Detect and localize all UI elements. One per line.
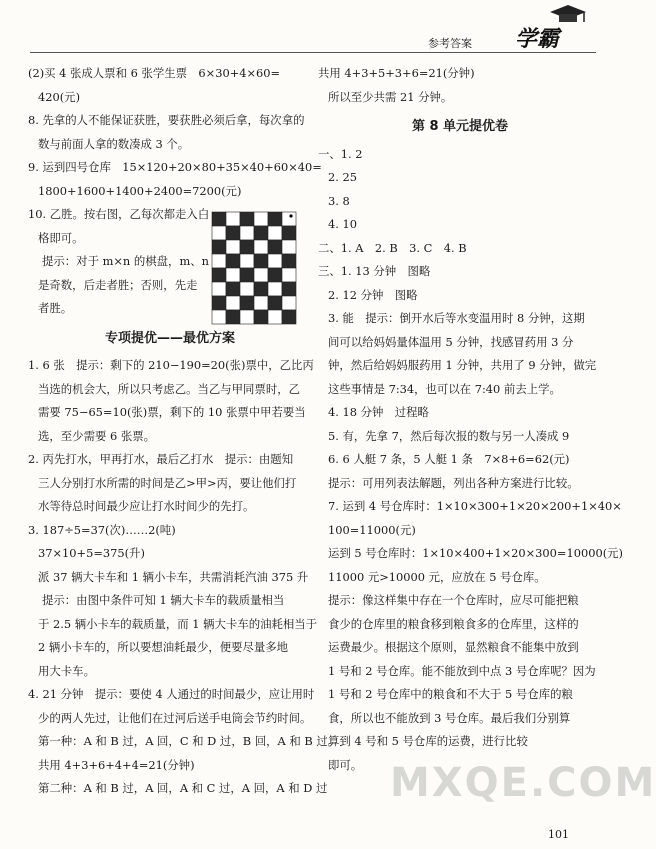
board-cell	[254, 296, 268, 310]
text-line: 4. 18 分钟 过程略	[328, 405, 429, 419]
text-line: 4. 10	[328, 217, 357, 231]
text-line: 于 2.5 辆小卡车的载质量，而 1 辆大卡车的油耗相当于	[38, 616, 318, 631]
text-line: 二、1. A 2. B 3. C 4. B	[318, 240, 467, 255]
text-line: 间可以给妈妈量体温用 5 分钟，找感冒药用 3 分	[328, 334, 574, 349]
text-line: 提示：由图中条件可知 1 辆大卡车的载质量相当	[42, 593, 285, 607]
board-cell	[254, 212, 268, 226]
board-cell	[212, 268, 226, 282]
text-line: 者胜。	[38, 301, 73, 315]
board-cell	[268, 212, 282, 226]
board-cell	[254, 254, 268, 268]
board-cell	[240, 226, 254, 240]
board-cell	[254, 226, 268, 240]
start-dot	[289, 214, 292, 217]
text-line: 420(元)	[38, 89, 81, 104]
header-label: 参考答案	[428, 37, 472, 50]
text-line: 共用 4+3+5+3+6=21(分钟)	[318, 66, 475, 80]
board-cell	[254, 282, 268, 296]
board-cell	[282, 226, 296, 240]
board-cell	[254, 268, 268, 282]
board-cell	[282, 254, 296, 268]
text-line: 1 号和 2 号仓库。能不能放到中点 3 号仓库呢？因为	[328, 663, 596, 678]
graduation-cap-icon	[548, 4, 588, 26]
text-line: 水等待总时间最少应让打水时间少的先打。	[38, 499, 255, 513]
board-cell	[240, 240, 254, 254]
text-line: 算到 4 号和 5 号仓库的运费，进行比较	[328, 734, 528, 748]
text-line: 37×10+5=375(升)	[38, 546, 145, 560]
board-cell	[268, 296, 282, 310]
text-line: 提示：对于 m×n 的棋盘，m、n	[42, 254, 209, 268]
text-line: 100=11000(元)	[328, 522, 416, 537]
watermark: MXQE.COM	[390, 760, 656, 806]
text-line: 食，所以也不能放到 3 号仓库。最后我们分别算	[328, 710, 571, 725]
header-rule	[30, 52, 596, 53]
board-cell	[282, 296, 296, 310]
text-line: 选，至少需要 6 张票。	[38, 428, 156, 443]
text-line: (2)买 4 张成人票和 6 张学生票 6×30+4×60=	[28, 66, 281, 80]
board-cell	[240, 296, 254, 310]
right-column	[318, 62, 623, 777]
board-cell	[212, 296, 226, 310]
text-line: 4. 21 分钟 提示：要使 4 人通过的时间最少，应让用时	[28, 687, 315, 701]
text-line: 11000 元>10000 元，应放在 5 号仓库。	[328, 569, 546, 584]
board-cell	[226, 254, 240, 268]
board-cell	[226, 310, 240, 324]
checkerboard-figure	[212, 212, 296, 324]
text-line: 少的两人先过，让他们在过河后送手电筒会节约时间。	[38, 710, 312, 725]
text-line: 3. 8	[328, 193, 350, 208]
text-line: 一、1. 2	[318, 146, 363, 161]
text-line: 7. 运到 4 号仓库时：1×10×300+1×20×200+1×40×	[328, 499, 622, 513]
board-cell	[226, 212, 240, 226]
page-number: 101	[548, 828, 569, 841]
board-cell	[212, 282, 226, 296]
text-line: 格即可。	[38, 230, 84, 245]
text-line: 所以至少共需 21 分钟。	[328, 89, 453, 104]
board-cell	[240, 268, 254, 282]
section-title: 专项提优——最优方案	[104, 330, 235, 346]
text-line: 1 号和 2 号仓库中的粮食和不大于 5 号仓库的粮	[328, 687, 573, 701]
text-line: 8. 先拿的人不能保证获胜，要获胜必须后拿，每次拿的	[28, 113, 305, 127]
board-cell	[240, 310, 254, 324]
text-line: 1. 6 张 提示：剩下的 210−190=20(张)票中，乙比丙	[28, 358, 314, 372]
text-line: 即可。	[328, 757, 363, 772]
text-line: 2. 12 分钟 图略	[328, 287, 418, 302]
board-cell	[268, 240, 282, 254]
board-cell	[282, 212, 296, 226]
text-line: 当选的机会大，所以只考虑乙。当乙与甲同票时，乙	[38, 381, 300, 396]
text-line: 三、1. 13 分钟 图略	[318, 264, 431, 278]
text-line: 用大卡车。	[38, 663, 95, 678]
text-line: 派 37 辆大卡车和 1 辆小卡车，共需消耗汽油 375 升	[38, 569, 309, 584]
board-cell	[268, 254, 282, 268]
text-line: 提示：像这样集中存在一个仓库时，应尽可能把粮	[328, 593, 579, 607]
text-line: 5. 有，先拿 7，然后每次报的数与另一人凑成 9	[328, 428, 570, 443]
brand-logo: 学霸	[515, 27, 560, 52]
board-cell	[268, 310, 282, 324]
text-line: 数与前面人拿的数凑成 3 个。	[38, 136, 190, 151]
board-cell	[226, 282, 240, 296]
board-cell	[226, 296, 240, 310]
text-line: 3. 能 提示：倒开水后等水变温用时 8 分钟，这期	[328, 311, 585, 325]
board-cell	[282, 282, 296, 296]
board-cell	[212, 240, 226, 254]
board-cell	[282, 310, 296, 324]
text-line: 10. 乙胜。按右图，乙每次都走入白	[28, 207, 210, 221]
text-line: 需要 75−65=10(张)票，剩下的 10 张票中甲若要当	[38, 405, 306, 419]
text-line: 6. 6 人艇 7 条，5 人艇 1 条 7×8+6=62(元)	[328, 452, 570, 466]
text-line: 食少的仓库里的粮食移到粮食多的仓库里，这样的	[328, 616, 579, 631]
text-line: 3. 187÷5=37(次)……2(吨)	[28, 522, 176, 537]
board-cell	[212, 212, 226, 226]
page-header	[0, 0, 608, 50]
board-cell	[282, 268, 296, 282]
text-line: 2. 丙先打水，甲再打水，最后乙打水 提示：由题知	[28, 452, 294, 466]
board-cell	[268, 226, 282, 240]
text-line: 提示：可用列表法解题，列出各种方案进行比较。	[328, 475, 579, 490]
board-cell	[240, 212, 254, 226]
text-line: 钟，然后给妈妈服药用 1 分钟，共用了 9 分钟，做完	[328, 358, 597, 372]
text-line: 共用 4+3+6+4+4=21(分钟)	[38, 757, 195, 772]
board-cell	[240, 282, 254, 296]
checkerboard-svg	[212, 212, 296, 324]
section-title: 第 8 单元提优卷	[411, 119, 509, 134]
board-cell	[282, 240, 296, 254]
board-cell	[240, 254, 254, 268]
text-line: 第一种：A 和 B 过，A 回，C 和 D 过，B 回，A 和 B 过。	[38, 734, 340, 748]
board-cell	[226, 268, 240, 282]
board-cell	[212, 310, 226, 324]
text-line: 是奇数，后走者胜；否则，先走	[38, 277, 198, 292]
text-line: 1800+1600+1400+2400=7200(元)	[38, 183, 242, 198]
text-line: 运到 5 号仓库时：1×10×400+1×20×300=10000(元)	[328, 546, 623, 560]
text-line: 9. 运到四号仓库 15×120+20×80+35×40+60×40=	[28, 160, 322, 174]
text-line: 这些事情是 7:34，也可以在 7:40 前去上学。	[328, 381, 561, 396]
board-cell	[254, 310, 268, 324]
text-line: 2 辆小卡车的，所以要想油耗最少，便要尽量多地	[38, 640, 289, 654]
text-line: 三人分别打水所需的时间是乙>甲>丙，要让他们打	[38, 475, 297, 490]
board-cell	[268, 282, 282, 296]
board-cell	[212, 226, 226, 240]
text-line: 2. 25	[328, 170, 357, 184]
text-line: 运费最少。根据这个原则，显然粮食不能集中放到	[328, 640, 579, 654]
board-cell	[268, 268, 282, 282]
board-cell	[212, 254, 226, 268]
text-line: 第二种：A 和 B 过，A 回，A 和 C 过，A 回，A 和 D 过	[38, 781, 328, 795]
board-cell	[226, 226, 240, 240]
board-cell	[226, 240, 240, 254]
board-cell	[254, 240, 268, 254]
